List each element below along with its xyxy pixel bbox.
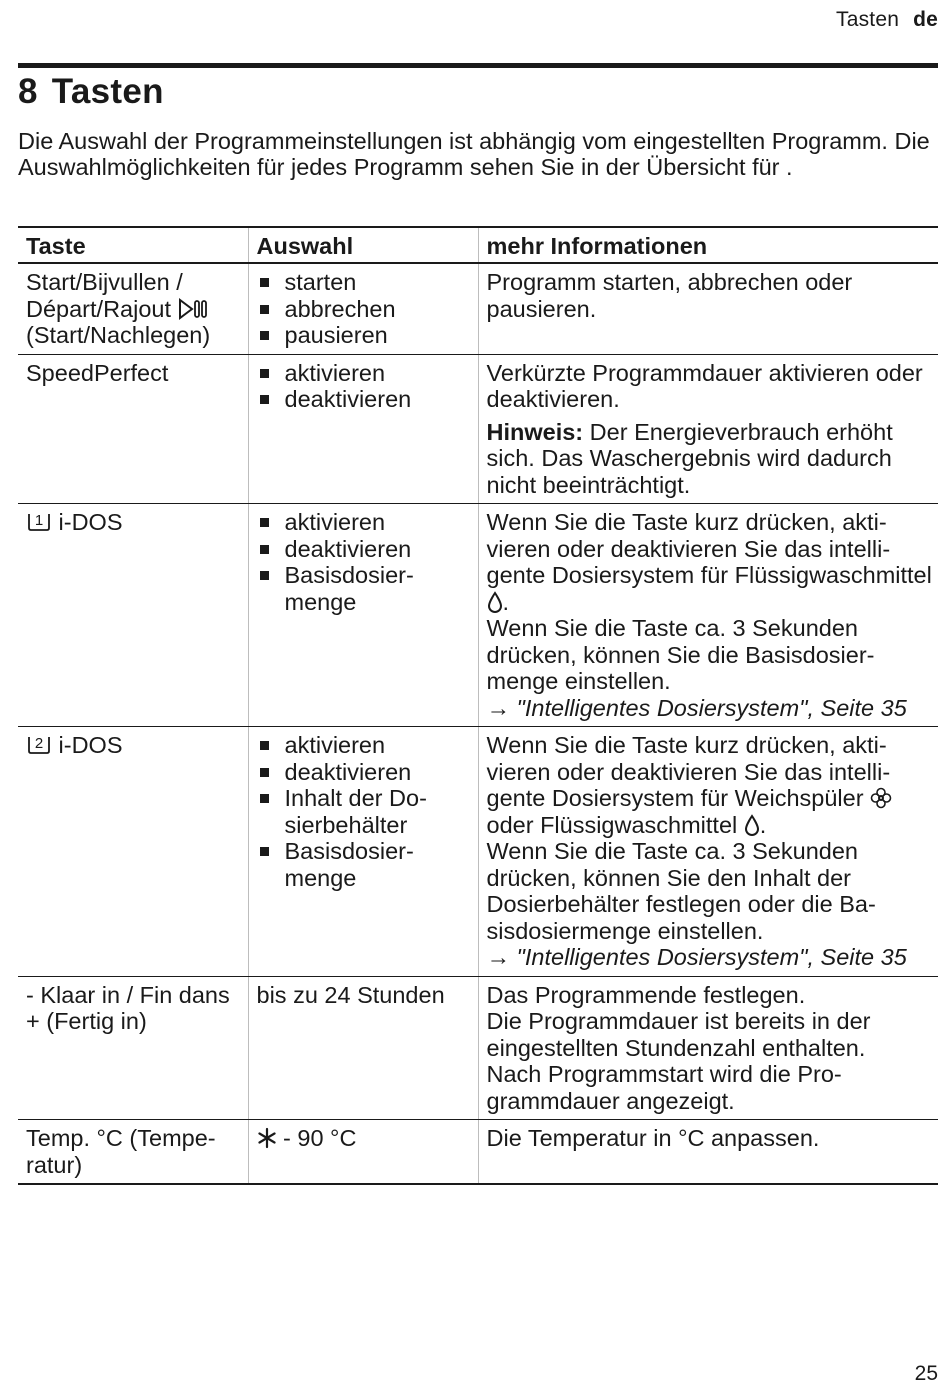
key-label-suffix: (Start/Nachlegen) (26, 322, 211, 348)
info-cell (478, 354, 938, 504)
key-label: Temp. °C (Temperatur) (26, 1125, 216, 1178)
info-cell (478, 263, 938, 354)
key-cell (18, 727, 248, 977)
option-item: pausieren (257, 322, 472, 349)
info-line: Die Temperatur in °C anpassen. (486, 1125, 820, 1151)
option-item: Basisdosiermenge (257, 838, 472, 891)
info-line: Nach Programmstart wird die Programmdauer angezeigt. (486, 1061, 842, 1114)
table-row (18, 1120, 938, 1185)
reference-arrow: → (486, 694, 510, 721)
info-cell (478, 1120, 938, 1185)
table-row (18, 976, 938, 1120)
options-cell (248, 727, 478, 977)
dosing-1-icon (26, 509, 52, 533)
intro-paragraph: Die Auswahl der Programmeinstellungen ist abhängig vom eingestellten Programm. Die Auswahlmöglichkeiten für jedes Programm sehen Sie in der Übersicht für . (18, 128, 930, 180)
option-item: deaktivieren (257, 759, 472, 786)
info-text-b: Wenn Sie die Taste ca. 3 Sekunden drücken, können Sie den Inhalt der Dosierbehälter festlegen oder die Basisdosiermenge einstellen. (486, 838, 876, 944)
options-cell (248, 1120, 478, 1185)
options-list (257, 269, 472, 349)
key-label: - Klaar in / Fin dans + (Fertig in) (26, 981, 230, 1034)
drop-icon (744, 814, 760, 836)
option-item: deaktivieren (257, 386, 472, 413)
dosing-1-digit: 1 (34, 512, 44, 529)
running-head-section: Tasten (836, 8, 900, 31)
flower-icon (870, 787, 892, 809)
chapter-title (18, 72, 164, 112)
option-text: - 90 °C (283, 1125, 357, 1151)
header-taste: Taste (18, 227, 248, 263)
option-text: bis zu 24 Stunden (256, 981, 445, 1008)
info-text: Wenn Sie die Taste kurz drücken, aktivieren oder deaktivieren Sie das intelligente Dosiersystem für Weichspüler oder Flüssigwaschmittel . Wenn Sie die Taste ca. 3 Sekunden drücken, können Sie den Inhalt der Dosierbehälter festlegen oder die Basisdosiermenge einstellen. → "Intelligentes Dosiersystem", Seite 35 (486, 732, 907, 970)
options-cell (248, 354, 478, 504)
running-head-language: de (913, 8, 938, 31)
key-label: Start/Bijvullen / Départ/Rajout (26, 269, 183, 322)
table-row (18, 504, 938, 727)
chapter-title-text: Tasten (51, 72, 164, 111)
cross-reference (487, 695, 907, 721)
option-item: aktivieren (257, 509, 472, 536)
info-text: Verkürzte Programmdauer aktivieren oder deaktivieren. (486, 359, 923, 412)
option-item: aktivieren (257, 360, 472, 387)
dosing-2-icon (26, 732, 52, 756)
reference-arrow: → (486, 944, 510, 970)
info-text-b: Wenn Sie die Taste ca. 3 Sekunden drücken, können Sie die Basisdosiermenge einstellen. (486, 615, 875, 694)
key-cell (18, 976, 248, 1120)
table-row (18, 727, 938, 977)
snowflake-icon (257, 1127, 277, 1149)
options-list (257, 732, 472, 891)
running-head (836, 8, 938, 32)
reference-text: "Intelligentes Dosiersystem", Seite 35 (516, 694, 907, 721)
info-cell (478, 976, 938, 1120)
info-text-a2: oder Flüssigwaschmittel (486, 811, 738, 838)
reference-text: "Intelligentes Dosiersystem", Seite 35 (516, 944, 907, 970)
option-item: starten (257, 269, 472, 296)
header-auswahl: Auswahl (248, 227, 478, 263)
cross-reference (487, 944, 907, 970)
info-line: Das Programmende festlegen. (486, 981, 806, 1008)
note-text: Der Energieverbrauch erhöht sich. Das Waschergebnis wird dadurch nicht beeinträchtigt. (486, 418, 893, 498)
options-list (257, 360, 472, 413)
info-line: Die Programmdauer ist bereits in der eingestellten Stundenzahl enthalten. (486, 1008, 871, 1061)
info-text-a1: Wenn Sie die Taste kurz drücken, aktivieren oder deaktivieren Sie das intelligente Dosiersystem für Weichspüler (486, 732, 891, 811)
drop-icon (487, 591, 503, 613)
header-info: mehr Informationen (478, 227, 938, 263)
key-cell (18, 354, 248, 504)
key-label: i-DOS (58, 509, 123, 535)
start-pause-icon (178, 298, 210, 320)
info-text-a: Wenn Sie die Taste kurz drücken, aktivieren oder deaktivieren Sie das intelligente Dosiersystem für Flüssigwaschmittel (486, 509, 932, 588)
info-cell (478, 727, 938, 977)
key-label: i-DOS (58, 732, 123, 758)
option-item: Inhalt der Dosierbehälter (257, 785, 472, 838)
info-text: Wenn Sie die Taste kurz drücken, aktivieren oder deaktivieren Sie das intelligente Dosiersystem für Flüssigwaschmittel . Wenn Sie die Taste ca. 3 Sekunden drücken, können Sie die Basisdosiermenge einstellen. → "Intelligentes Dosiersystem", Seite 35 (486, 509, 932, 721)
options-cell (248, 504, 478, 727)
options-cell (248, 263, 478, 354)
table-row (18, 354, 938, 504)
note-label: Hinweis: (486, 418, 584, 445)
key-cell (18, 1120, 248, 1185)
option-item: deaktivieren (257, 536, 472, 563)
options-list (257, 509, 472, 615)
option-item: aktivieren (257, 732, 472, 759)
key-cell (18, 504, 248, 727)
option-item: Basisdosiermenge (257, 562, 472, 615)
top-rule (18, 63, 938, 68)
chapter-number: 8 (18, 72, 38, 111)
table-row (18, 263, 938, 354)
dosing-2-digit: 2 (34, 735, 44, 752)
info-text: Programm starten, abbrechen oder pausieren. (486, 269, 853, 322)
keys-table (18, 226, 938, 1185)
option-item: abbrechen (257, 296, 472, 323)
info-cell (478, 504, 938, 727)
options-cell (248, 976, 478, 1120)
page-number: 25 (914, 1362, 938, 1385)
note (487, 419, 933, 499)
key-label: SpeedPerfect (26, 359, 169, 386)
key-cell (18, 263, 248, 354)
table-header-row (18, 227, 938, 263)
